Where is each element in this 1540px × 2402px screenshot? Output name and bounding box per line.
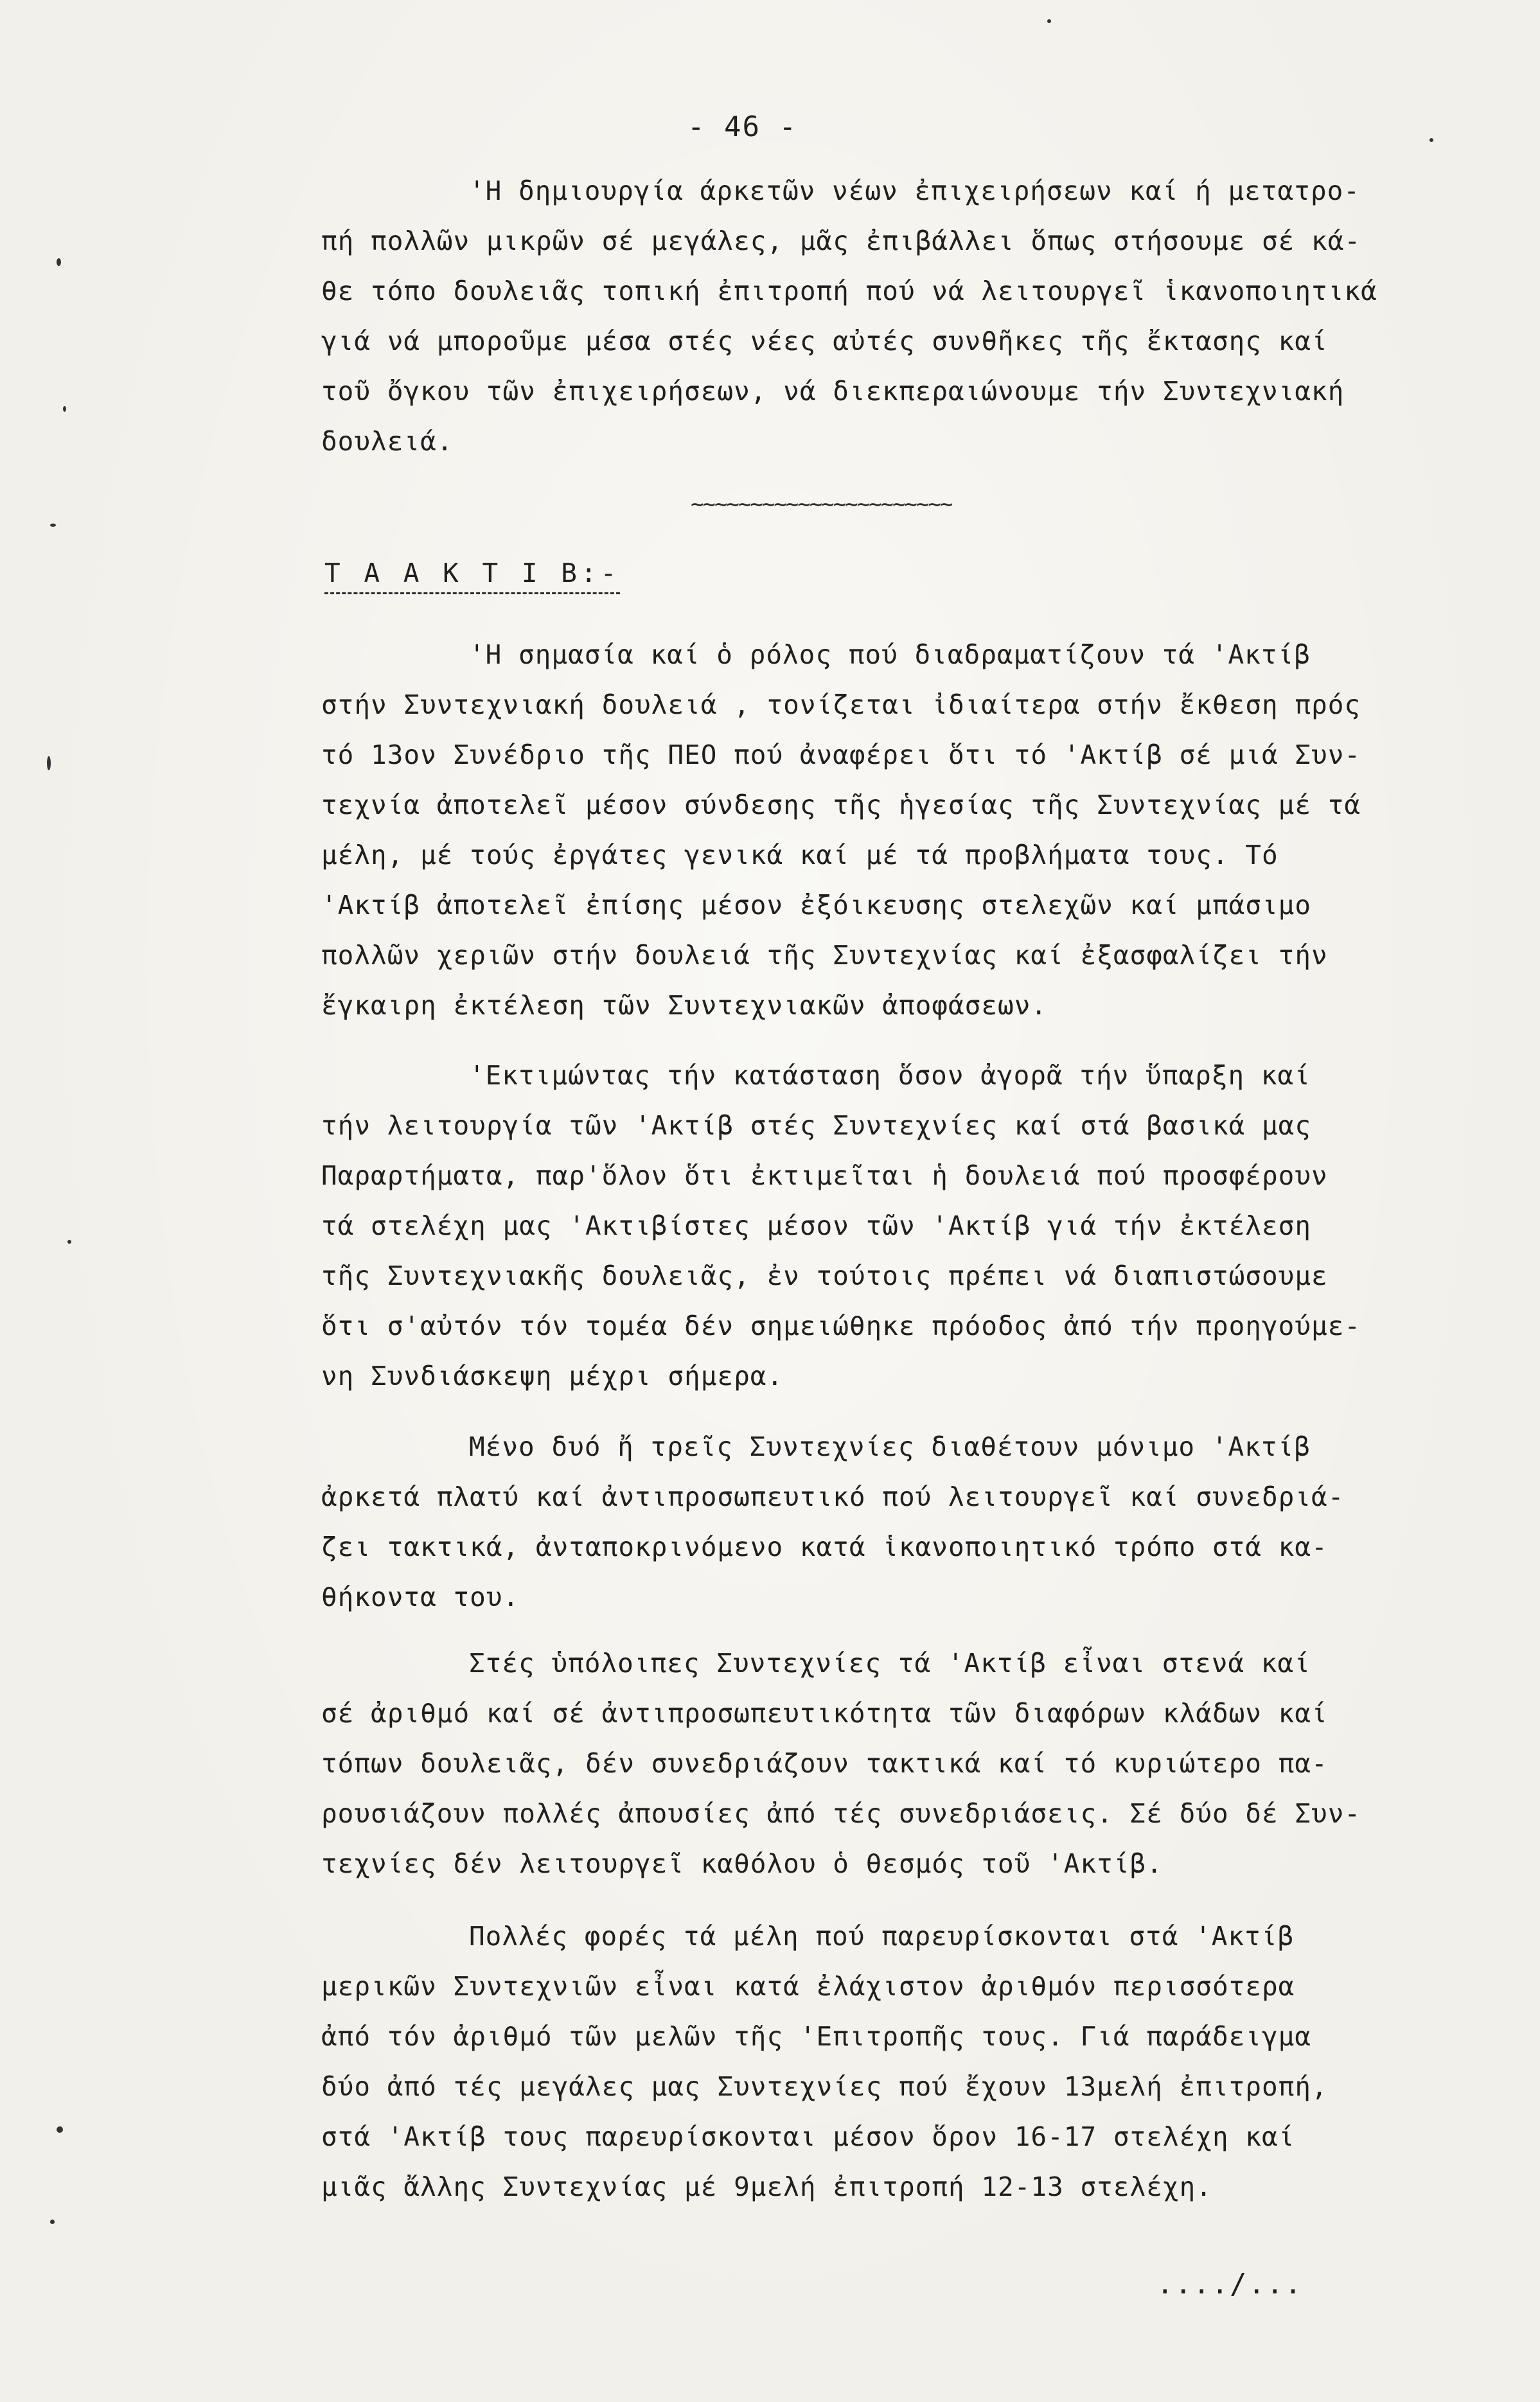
text-line: ἀπό τόν ἀριθμό τῶν μελῶν τῆς 'Επιτροπῆς τους. Γιά παράδειγμα [321,2021,1312,2052]
scan-speck [67,1240,71,1244]
text-line: στά 'Ακτίβ τους παρευρίσκονται μέσον ὅρον 16-17 στελέχη καί [321,2121,1295,2152]
text-line: τό 13ον Συνέδριο τῆς ΠΕΟ πού ἀναφέρει ὅτι τό 'Ακτίβ σέ μιά Συν- [321,739,1361,770]
paragraph-2 [321,630,1452,1030]
text-line: πή πολλῶν μικρῶν σέ μεγάλες, μᾶς ἐπιβάλλει ὅπως στήσουμε σέ κά- [321,225,1361,256]
text-line: δύο ἀπό τές μεγάλες μας Συντεχνίες πού ἔχουν 13μελή ἐπιτροπή, [321,2071,1328,2102]
scan-speck [47,756,51,770]
scan-speck [50,524,56,527]
text-line: ζει τακτικά, ἀνταποκρινόμενο κατά ἱκανοποιητικό τρόπο στά κα- [321,1532,1328,1562]
text-line: θε τόπο δουλειᾶς τοπική ἐπιτροπή πού νά λειτουργεῖ ἱκανοποιητικά [321,276,1377,306]
text-line: ἀρκετά πλατύ καί ἀντιπροσωπευτικό πού λειτουργεῖ καί συνεδριά- [321,1481,1345,1512]
text-line: τήν λειτουργία τῶν 'Ακτίβ στές Συντεχνίες καί στά βασικά μας [321,1110,1312,1141]
text-line: τῆς Συντεχνιακῆς δουλειᾶς, ἐν τούτοις πρέπει νά διαπιστώσουμε [321,1260,1328,1291]
text-line: τόπων δουλειᾶς, δέν συνεδριάζουν τακτικά καί τό κυριώτερο πα- [321,1748,1328,1779]
text-line: 'Ακτίβ ἀποτελεῖ ἐπίσης μέσον ἐξόικευσης στελεχῶν καί μπάσιμο [321,890,1312,921]
paragraph-4 [321,1422,1452,1622]
text-line: γιά νά μποροῦμε μέσα στές νέες αὐτές συνθῆκες τῆς ἔκτασης καί [321,326,1328,357]
text-line: τοῦ ὄγκου τῶν ἐπιχειρήσεων, νά διεκπεραιώνουμε τήν Συντεχνιακή [321,376,1345,407]
scan-speck [57,258,61,266]
text-line: ὅτι σ'αὐτόν τόν τομέα δέν σημειώθηκε πρόοδος ἀπό τήν προηγούμε- [321,1311,1361,1341]
text-line: Πολλές φορές τά μέλη πού παρευρίσκονται στά 'Ακτίβ [469,1921,1295,1952]
text-line: τά στελέχη μας 'Ακτιβίστες μέσον τῶν 'Ακτίβ γιά τήν ἐκτέλεση [321,1210,1312,1241]
text-line: Μένο δυό ἤ τρεῖς Συντεχνίες διαθέτουν μόνιμο 'Ακτίβ [469,1431,1311,1462]
text-line: στήν Συντεχνιακή δουλειά , τονίζεται ἰδιαίτερα στήν ἔκθεση πρός [321,689,1361,720]
paragraph-3 [321,1050,1452,1401]
text-line: μέλη, μέ τούς ἐργάτες γενικά καί μέ τά προβλήματα τους. Τό [321,840,1279,870]
page-number: - 46 - [687,110,797,143]
paragraph-1 [321,166,1452,466]
text-line: Στές ὑπόλοιπες Συντεχνίες τά 'Ακτίβ εἶναι στενά καί [469,1648,1311,1679]
text-line: μερικῶν Συντεχνιῶν εἶναι κατά ἐλάχιστον ἀριθμόν περισσότερα [321,1971,1295,2002]
text-line: ἔγκαιρη ἐκτέλεση τῶν Συντεχνιακῶν ἀποφάσεων. [321,990,1048,1021]
text-line: τεχνίες δέν λειτουργεῖ καθόλου ὁ θεσμός τοῦ 'Ακτίβ. [321,1848,1163,1879]
scan-speck [1047,19,1051,23]
text-line: πολλῶν χεριῶν στήν δουλειά τῆς Συντεχνίας καί ἐξασφαλίζει τήν [321,940,1328,971]
text-line: 'Η σημασία καί ὁ ρόλος πού διαδραματίζουν τά 'Ακτίβ [469,639,1311,670]
section-heading: Τ Α Α Κ Τ Ι Β:- [324,558,620,594]
text-line: τεχνία ἀποτελεῖ μέσον σύνδεσης τῆς ἡγεσίας τῆς Συντεχνίας μέ τά [321,790,1361,820]
section-divider: ~~~~~~~~~~~~~~~~~~~~~~ [691,491,952,517]
continuation-mark: ..../... [1156,2268,1303,2300]
text-line: 'Η δημιουργία άρκετῶν νέων ἐπιχειρήσεων καί ή μετατρο- [469,175,1360,206]
text-line: ρουσιάζουν πολλές ἀπουσίες ἀπό τές συνεδριάσεις. Σέ δύο δέ Συν- [321,1798,1361,1829]
scan-speck [57,2126,63,2133]
paragraph-5 [321,1638,1452,1889]
text-line: μιᾶς ἄλλης Συντεχνίας μέ 9μελή ἐπιτροπή 12-13 στελέχη. [321,2171,1212,2202]
scan-speck [1429,138,1433,142]
text-line: νη Συνδιάσκεψη μέχρι σήμερα. [321,1361,784,1391]
text-line: Παραρτήματα, παρ'ὅλον ὅτι ἐκτιμεῖται ἡ δουλειά πού προσφέρουν [321,1160,1328,1191]
text-line: δουλειά. [321,426,454,457]
paragraph-6 [321,1911,1452,2212]
scan-speck [50,2220,55,2224]
scan-speck [63,406,66,412]
text-line: θήκοντα του. [321,1582,520,1612]
text-line: 'Εκτιμώντας τήν κατάσταση ὅσον ἀγορᾶ τήν ὕπαρξη καί [469,1060,1311,1091]
text-line: σέ ἀριθμό καί σέ ἀντιπροσωπευτικότητα τῶν διαφόρων κλάδων καί [321,1698,1328,1729]
